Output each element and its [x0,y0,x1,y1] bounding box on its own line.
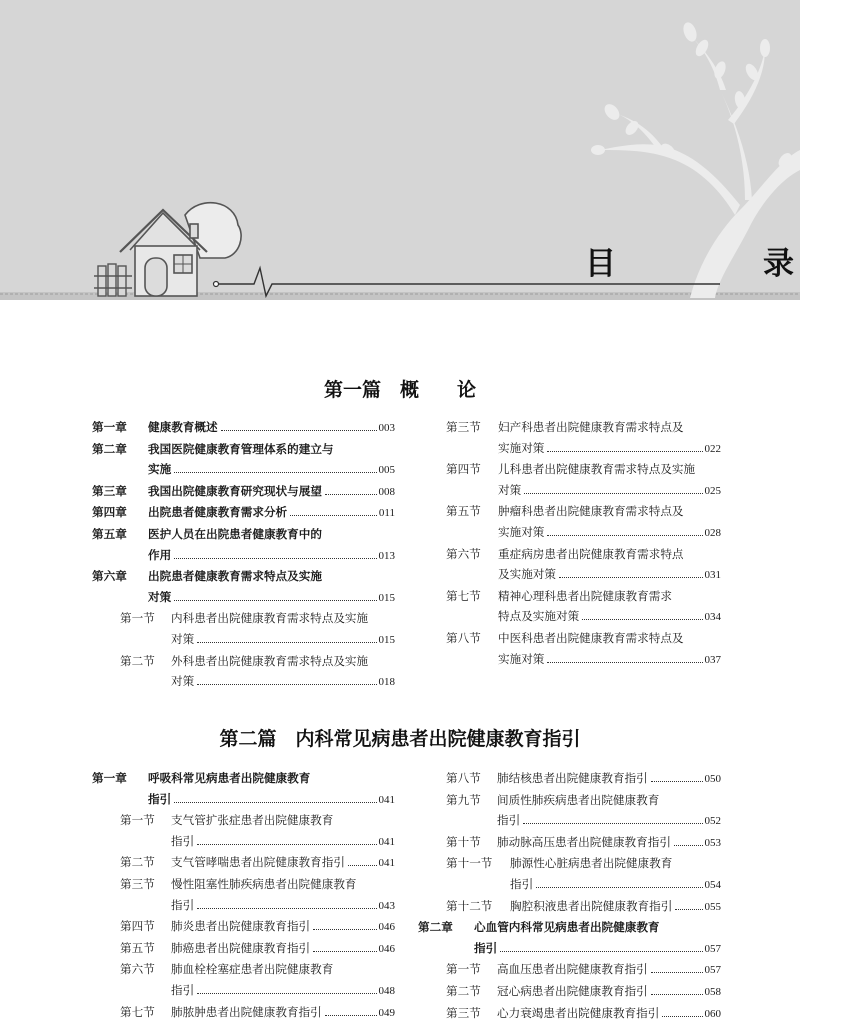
toc-entry-title: 出院患者健康教育需求特点及实施 [148,569,322,584]
toc-entry-title: 及实施对策 [498,567,556,582]
toc-entry-number: 第三节 [446,1005,481,1020]
toc-entry-title: 指引 [474,940,498,955]
toc-page-number: 031 [704,569,721,582]
toc-entry-title: 胸腔积液患者出院健康教育指引 [510,898,673,913]
house-icon [120,203,241,296]
toc-entry-number: 第二章 [92,441,127,456]
part2-right-column [418,768,721,1024]
toc-entry-title: 内科患者出院健康教育需求特点及实施 [171,611,369,626]
toc-entry-title: 支气管哮喘患者出院健康教育指引 [171,855,345,870]
dot-leader [662,1015,702,1017]
toc-section-entry[interactable] [446,544,721,586]
toc-entry-title: 指引 [510,876,534,891]
toc-entry-title: 指引 [171,833,195,848]
toc-entry-number: 第一节 [446,962,481,977]
toc-section-entry[interactable] [446,417,721,459]
toc-section-entry[interactable] [446,501,721,543]
toc-chapter-entry[interactable] [92,481,395,503]
toc-page-number: 008 [378,485,395,498]
toc-entry-number: 第四节 [446,462,481,477]
toc-page-number: 018 [378,676,395,689]
toc-section-entry[interactable] [418,896,721,918]
toc-page-number: 060 [704,1007,721,1020]
toc-page-number: 049 [378,1006,395,1019]
toc-entry-title: 肺源性心脏病患者出院健康教育 [510,856,673,871]
toc-entry-title: 肿瘤科患者出院健康教育需求特点及 [498,504,684,519]
toc-entry-title: 实施 [148,462,172,477]
toc-section-entry[interactable] [92,852,395,874]
toc-entry-number: 第十节 [446,834,481,849]
toc-entry-title: 中医科患者出院健康教育需求特点及 [498,630,684,645]
toc-entry-number: 第二节 [120,855,155,870]
toc-entry-title: 肺动脉高压患者出院健康教育指引 [497,834,671,849]
dot-leader [174,599,376,601]
dot-leader [313,928,376,930]
toc-entry-number: 第五节 [446,504,481,519]
dot-leader [675,908,702,910]
dot-leader [547,450,702,452]
toc-entry-title: 冠心病患者出院健康教育指引 [497,983,648,998]
toc-entry-title: 肺癌患者出院健康教育指引 [171,940,311,955]
toc-entry-number: 第十一节 [446,856,493,871]
part1-right-column [446,417,721,670]
dot-leader [651,780,703,782]
toc-entry-number: 第十二节 [446,898,493,913]
toc-page-number: 055 [704,900,721,913]
toc-section-entry[interactable] [92,959,395,1001]
dot-leader [651,993,703,995]
toc-chapter-entry[interactable] [418,917,721,959]
toc-entry-number: 第二章 [418,920,453,935]
toc-section-entry[interactable] [418,981,721,1003]
toc-chapter-entry[interactable] [92,417,395,439]
toc-page-number: 013 [378,549,395,562]
toc-page-number: 041 [378,793,395,806]
toc-entry-title: 心力衰竭患者出院健康教育指引 [497,1005,660,1020]
dot-leader [325,493,377,495]
toc-section-entry[interactable] [418,790,721,832]
toc-entry-number: 第八节 [446,771,481,785]
toc-page-number: 025 [704,484,721,497]
toc-page-number: 057 [704,942,721,955]
toc-entry-title: 高血压患者出院健康教育指引 [497,962,648,977]
toc-section-entry[interactable] [446,586,721,628]
toc-page-number: 043 [378,899,395,912]
toc-entry-title: 肺血栓栓塞症患者出院健康教育 [171,962,334,977]
toc-entry-title: 我国出院健康教育研究现状与展望 [148,483,322,498]
toc-page-number: 034 [704,611,721,624]
dot-leader [500,950,702,952]
dot-leader [197,907,376,909]
toc-section-entry[interactable] [446,628,721,670]
toc-entry-title: 精神心理科患者出院健康教育需求 [498,588,672,603]
toc-entry-number: 第六节 [446,546,481,561]
dot-leader [174,471,376,473]
dot-leader [582,618,702,620]
dot-leader [174,557,376,559]
toc-page-number: 048 [378,984,395,997]
header-banner [0,0,852,300]
toc-page-number: 011 [378,507,395,520]
toc-chapter-entry[interactable] [92,502,395,524]
toc-page-number: 015 [378,633,395,646]
toc-entry-title: 重症病房患者出院健康教育需求特点 [498,546,684,561]
toc-entry-number: 第五章 [92,526,127,541]
toc-entry-title: 健康教育概述 [148,420,218,434]
dot-leader [197,641,376,643]
toc-section-entry[interactable] [418,832,721,854]
toc-section-entry[interactable] [92,874,395,916]
toc-page-number: 041 [378,857,395,870]
toc-page-number: 057 [704,964,721,977]
toc-entry-number: 第一节 [120,813,155,828]
toc-page-number: 037 [704,653,721,666]
toc-section-entry[interactable] [92,938,395,960]
toc-page-number: 015 [378,591,395,604]
dot-leader [197,843,376,845]
toc-page-number: 054 [704,878,721,891]
dot-leader [536,886,702,888]
toc-entry-number: 第九节 [446,792,481,807]
toc-section-entry[interactable] [92,1002,395,1024]
toc-entry-title: 实施对策 [498,651,545,666]
toc-entry-title: 指引 [171,897,195,912]
toc-entry-number: 第三节 [120,876,155,891]
dot-leader [221,429,377,431]
toc-entry-title: 医护人员在出院患者健康教育中的 [148,526,322,541]
dot-leader [651,971,703,973]
dot-leader [559,576,703,578]
toc-page-number: 058 [704,985,721,998]
toc-entry-title: 出院患者健康教育需求分析 [148,505,288,520]
page-title: 目 录 [585,246,852,282]
toc-entry-number: 第四章 [92,505,127,520]
toc-chapter-entry[interactable] [92,768,395,810]
toc-section-entry[interactable] [92,651,395,693]
toc-section-entry[interactable] [446,459,721,501]
toc-entry-title: 呼吸科常见病患者出院健康教育 [148,771,311,785]
toc-page-number: 050 [704,773,721,785]
part2-left-column [92,768,395,1023]
dot-leader [348,864,377,866]
toc-entry-title: 对策 [171,631,195,646]
fence-icon [94,264,132,296]
toc-section-entry[interactable] [92,916,395,938]
toc-entry-number: 第二节 [446,983,481,998]
toc-entry-title: 儿科患者出院健康教育需求特点及实施 [498,462,696,477]
toc-entry-title: 指引 [171,982,195,997]
toc-entry-title: 妇产科患者出院健康教育需求特点及 [498,420,684,434]
dot-leader [547,534,702,536]
toc-entry-number: 第一章 [92,771,127,785]
toc-entry-number: 第六章 [92,569,127,584]
toc-entry-title: 间质性肺疾病患者出院健康教育 [497,792,660,807]
dot-leader [290,514,377,516]
toc-entry-title: 实施对策 [498,524,545,539]
toc-entry-number: 第三章 [92,483,127,498]
part1-left-column [92,417,395,693]
toc-section-entry[interactable] [418,853,721,895]
dot-leader [197,683,376,685]
toc-entry-number: 第八节 [446,630,481,645]
part2-title: 第二篇 内科常见病患者出院健康教育指引 [219,728,581,750]
toc-page-number: 052 [704,815,721,828]
toc-section-entry[interactable] [92,608,395,650]
toc-page-number: 041 [378,835,395,848]
toc-page-number: 046 [378,942,395,955]
toc-entry-number: 第二节 [120,653,155,668]
toc-entry-number: 第五节 [120,940,155,955]
toc-entry-title: 指引 [148,791,172,806]
toc-page-number: 028 [704,526,721,539]
toc-entry-title: 肺脓肿患者出院健康教育指引 [171,1004,322,1019]
toc-entry-title: 对策 [148,589,172,604]
toc-entry-title: 支气管扩张症患者出院健康教育 [171,813,334,828]
toc-entry-title: 心血管内科常见病患者出院健康教育 [474,920,660,935]
toc-section-entry[interactable] [418,959,721,981]
toc-chapter-entry[interactable] [92,524,395,566]
toc-chapter-entry[interactable] [92,439,395,481]
dot-leader [313,950,376,952]
toc-entry-title: 肺炎患者出院健康教育指引 [171,919,311,934]
toc-section-entry[interactable] [92,810,395,852]
toc-page-number: 005 [378,464,395,477]
toc-entry-number: 第一节 [120,611,155,626]
toc-entry-title: 外科患者出院健康教育需求特点及实施 [171,653,369,668]
toc-entry-title: 特点及实施对策 [498,609,580,624]
part1-title: 第一篇 概 论 [323,379,476,401]
toc-entry-title: 实施对策 [498,440,545,455]
toc-entry-title: 肺结核患者出院健康教育指引 [497,771,648,785]
toc-entry-title: 指引 [497,813,521,828]
dot-leader [674,844,703,846]
toc-entry-title: 对策 [498,482,522,497]
toc-entry-number: 第三节 [446,420,481,434]
toc-entry-number: 第一章 [92,420,127,434]
toc-page-number: 022 [704,442,721,455]
toc-entry-number: 第六节 [120,962,155,977]
dot-leader [524,492,702,494]
toc-entry-title: 对策 [171,674,195,689]
dot-leader [547,661,702,663]
toc-entry-title: 作用 [148,547,172,562]
dot-leader [523,822,702,824]
toc-entry-title: 慢性阻塞性肺疾病患者出院健康教育 [171,876,357,891]
dot-leader [325,1014,377,1016]
toc-entry-number: 第四节 [120,919,155,934]
toc-page-number: 046 [378,921,395,934]
toc-entry-title: 我国医院健康教育管理体系的建立与 [148,441,334,456]
toc-page-number: 003 [378,422,395,434]
toc-entry-number: 第七节 [120,1004,155,1019]
toc-section-entry[interactable] [418,768,721,790]
toc-page-number: 053 [704,836,721,849]
dot-leader [174,801,376,803]
toc-chapter-entry[interactable] [92,566,395,608]
toc-entry-number: 第七节 [446,588,481,603]
dot-leader [197,992,376,994]
toc-section-entry[interactable] [418,1003,721,1024]
